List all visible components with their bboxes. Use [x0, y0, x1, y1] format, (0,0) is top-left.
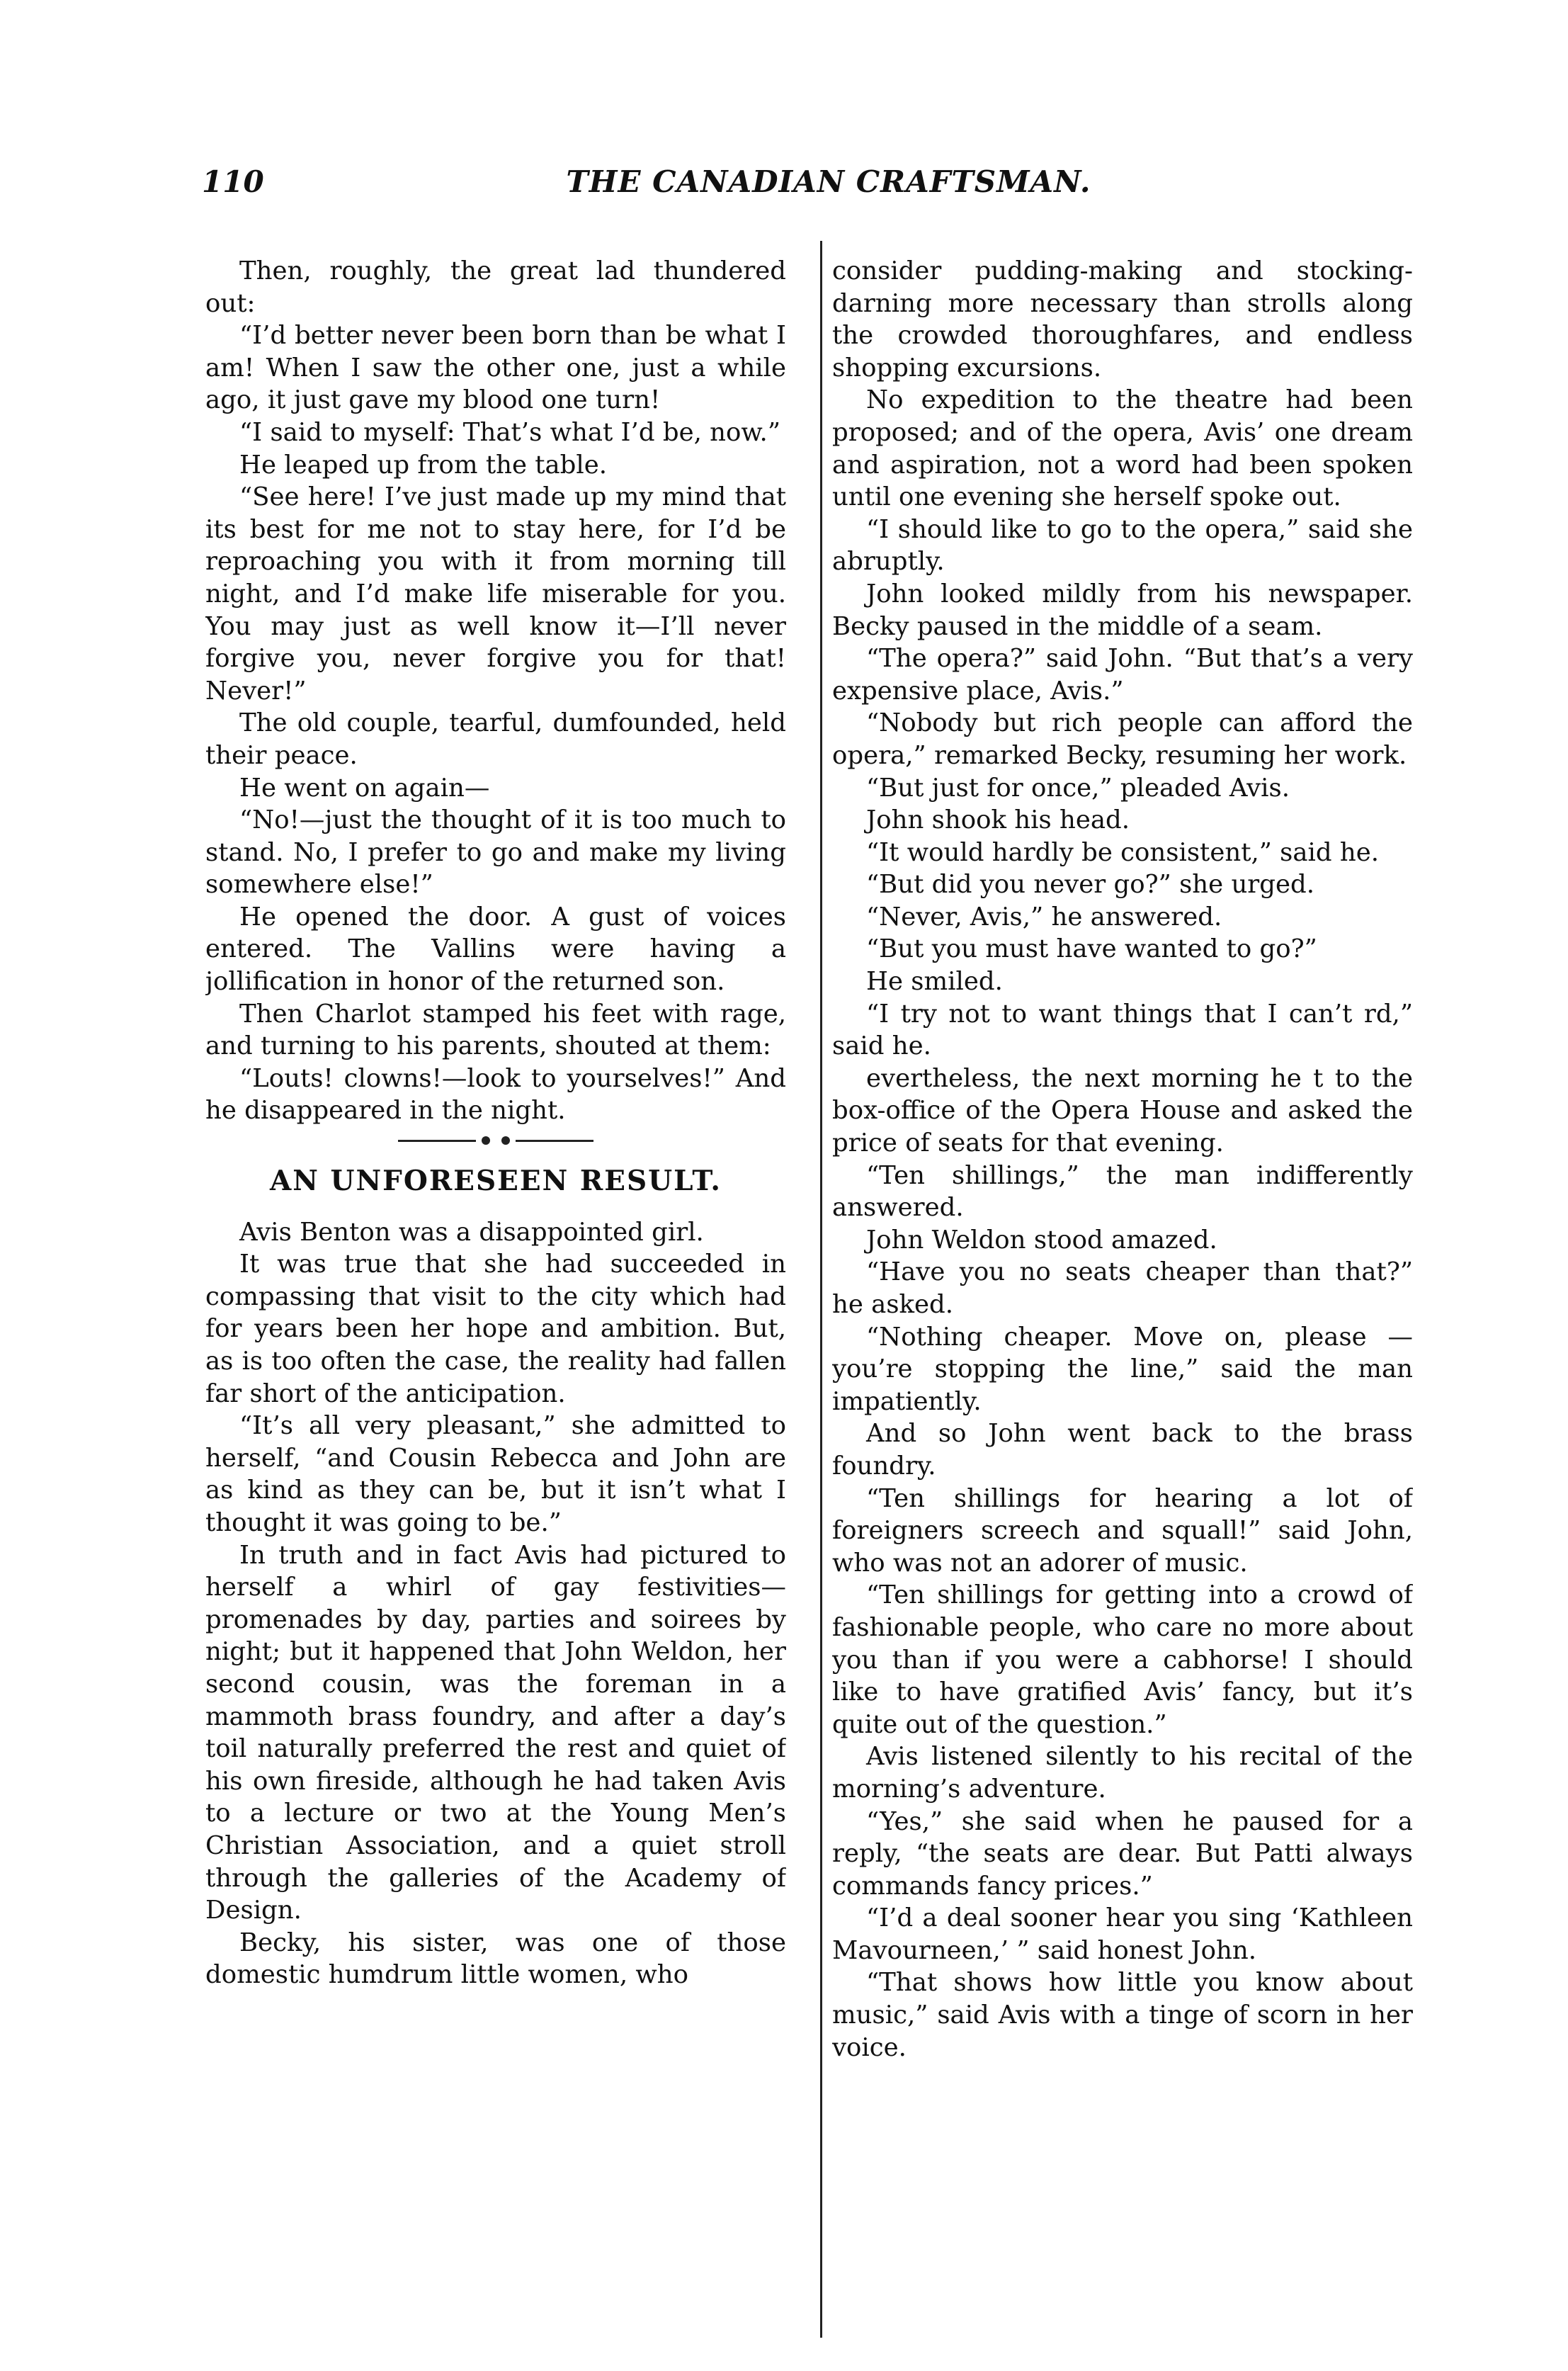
paragraph: Then, roughly, the great lad thundered out:: [205, 256, 786, 318]
paragraph: “No!—just the thought of it is too much to stand. No, I prefer to go and make my living somewhere else!”: [205, 805, 786, 900]
paragraph: “It would hardly be consistent,” said he.: [866, 837, 1380, 867]
paragraph: John shook his head.: [866, 805, 1130, 835]
paragraph: “See here! I’ve just made up my mind that its best for me not to stay here, for I’d be reproaching you with it from morning till night, and I’d make life miserable for you. You may just as well know it—I’ll never forgive you, never forgive you for that! Never!”: [205, 482, 786, 706]
paragraph: “But just for once,” pleaded Avis.: [866, 773, 1290, 803]
page-number: 110: [202, 164, 264, 199]
paragraph: “It’s all very pleasant,” she admitted to herself, “and Cousin Rebecca and John are as kind as they can be, but it isn’t what I thought it was going to be.”: [205, 1411, 786, 1537]
column-divider: [820, 241, 822, 2338]
paragraph: “Yes,” she said when he paused for a reply, “the seats are dear. But Patti always commands fancy prices.”: [832, 1806, 1413, 1901]
section-ornament: [205, 1130, 786, 1151]
paragraph: “Never, Avis,” he answered.: [866, 902, 1222, 932]
paragraph: John looked mildly from his newspaper. Becky paused in the middle of a seam.: [832, 579, 1413, 641]
paragraph: He smiled.: [866, 967, 1003, 997]
publication-title: THE CANADIAN CRAFTSMAN.: [566, 164, 1091, 199]
paragraph: “I should like to go to the opera,” said she abruptly.: [832, 514, 1413, 577]
paragraph: “I said to myself: That’s what I’d be, now.”: [239, 417, 780, 447]
paragraph: Becky, his sister, was one of those domestic humdrum little women, who: [205, 1928, 786, 1990]
paragraph: “Louts! clowns!—look to yourselves!” And he disappeared in the night.: [205, 1063, 786, 1126]
paragraph: Then Charlot stamped his feet with rage, and turning to his parents, shouted at them:: [205, 999, 786, 1061]
paragraph: “Nobody but rich people can afford the opera,” remarked Becky, resuming her work.: [832, 708, 1413, 770]
paragraph: “But you must have wanted to go?”: [866, 934, 1317, 964]
paragraph-continuation: consider pudding-making and stocking-darning more necessary than strolls along the crowded thoroughfares, and endless shopping excursions.: [832, 256, 1413, 383]
paragraph: “Ten shillings,” the man indifferently answered.: [832, 1160, 1413, 1223]
paragraph: “The opera?” said John. “But that’s a very expensive place, Avis.”: [832, 644, 1413, 706]
paragraph: It was true that she had succeeded in compassing that visit to the city which had for years been her hope and ambition. But, as is too often the case, the reality had fallen far short of the anticipation.: [205, 1250, 786, 1408]
paragraph: Avis listened silently to his recital of the morning’s adventure.: [832, 1742, 1413, 1804]
paragraph: “That shows how little you know about music,” said Avis with a tinge of scorn in her voice.: [832, 1968, 1413, 2062]
paragraph: John Weldon stood amazed.: [866, 1225, 1217, 1255]
paragraph: evertheless, the next morning he t to the box-office of the Opera House and asked the price of seats for that evening.: [832, 1063, 1413, 1158]
paragraph: He went on again—: [239, 773, 490, 803]
paragraph: In truth and in fact Avis had pictured to herself a whirl of gay festivities—promenades by day, parties and soirees by night; but it happened that John Weldon, her second cousin, was the foreman in a mammoth brass foundry, and after a day’s toil naturally preferred the rest and quiet of his own fireside, although he had taken Avis to a lecture or two at the Young Men’s Christian Association, and a quiet stroll through the galleries of the Academy of Design.: [205, 1540, 786, 1925]
left-column: [205, 255, 786, 2331]
paragraph: No expedition to the theatre had been proposed; and of the opera, Avis’ one dream and aspiration, not a word had been spoken until one evening she herself spoke out.: [832, 385, 1413, 512]
paragraph: “But did you never go?” she urged.: [866, 870, 1315, 900]
paragraph: He leaped up from the table.: [239, 450, 608, 480]
paragraph: He opened the door. A gust of voices entered. The Vallins were having a jollification in honor of the returned son.: [205, 902, 786, 997]
paragraph: “I’d better never been born than be what I am! When I saw the other one, just a while ago, it just gave my blood one turn!: [205, 321, 786, 415]
right-column: [832, 255, 1413, 2331]
paragraph: “Have you no seats cheaper than that?” he asked.: [832, 1257, 1413, 1319]
paragraph: “I’d a deal sooner hear you sing ‘Kathleen Mavourneen,’ ” said honest John.: [832, 1903, 1413, 1965]
paragraph: Avis Benton was a disappointed girl.: [239, 1217, 704, 1247]
paragraph: The old couple, tearful, dumfounded, held their peace.: [205, 708, 786, 770]
paragraph: “I try not to want things that I can’t rd,” said he.: [832, 999, 1413, 1061]
section-heading: AN UNFORESEEN RESULT.: [270, 1165, 722, 1198]
paragraph: “Nothing cheaper. Move on, please —you’re stopping the line,” said the man impatiently.: [832, 1322, 1413, 1416]
page-header: [202, 164, 1455, 210]
paragraph: “Ten shillings for hearing a lot of foreigners screech and squall!” said John, who was not an adorer of music.: [832, 1483, 1413, 1578]
paragraph: And so John went back to the brass foundry.: [832, 1419, 1413, 1481]
paragraph: “Ten shillings for getting into a crowd of fashionable people, who care no more about you than if you were a cabhorse! I should like to have gratified Avis’ fancy, but it’s quite out of the question.”: [832, 1580, 1413, 1739]
